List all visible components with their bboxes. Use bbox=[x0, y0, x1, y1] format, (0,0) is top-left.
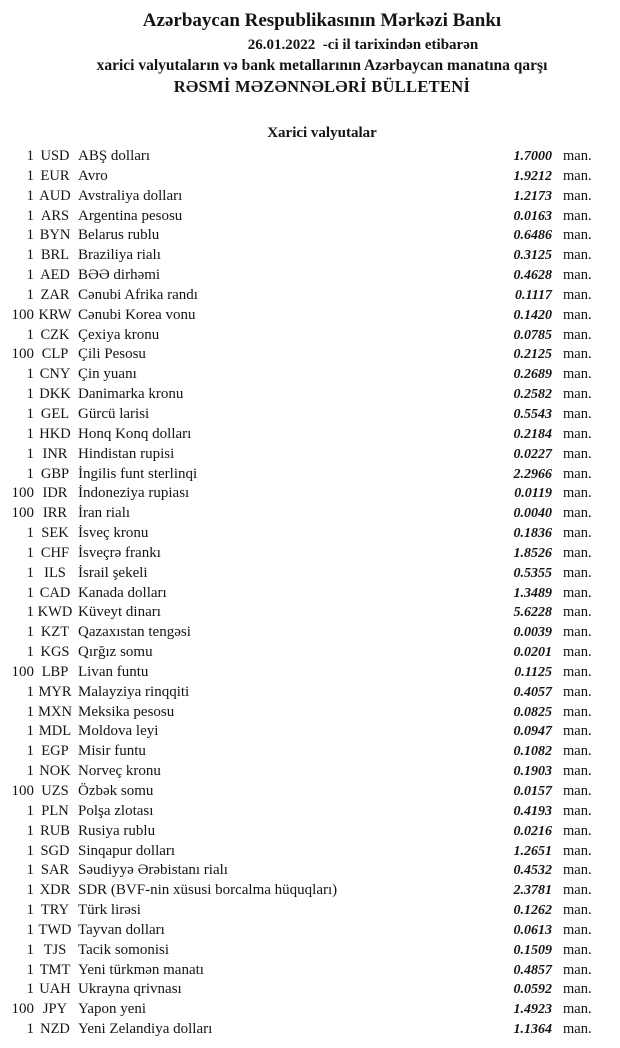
currency-code-cell: HKD bbox=[39, 425, 71, 442]
currency-code-cell: USD bbox=[40, 148, 70, 164]
currency-code-cell: GEL bbox=[40, 405, 70, 422]
unit-label-cell: man. bbox=[563, 445, 592, 462]
currency-code-cell: CNY bbox=[39, 366, 71, 383]
table-row bbox=[0, 683, 620, 703]
rate-value-cell: 0.0163 bbox=[513, 208, 552, 224]
currency-name-cell: Çili Pesosu bbox=[78, 346, 146, 363]
currency-code-cell: AUD bbox=[39, 187, 71, 204]
table-row bbox=[0, 445, 620, 465]
currency-name-cell: Braziliya rialı bbox=[78, 247, 161, 264]
unit-label-cell: man. bbox=[563, 564, 592, 581]
quantity-cell: 1 bbox=[26, 902, 34, 919]
table-row bbox=[0, 603, 620, 623]
rate-value-cell: 0.1420 bbox=[513, 307, 552, 323]
currency-code-cell: UZS bbox=[41, 783, 69, 799]
currency-name-cell: Norveç kronu bbox=[78, 763, 161, 780]
quantity-cell: 100 bbox=[11, 783, 34, 799]
quantity-cell: 100 bbox=[11, 485, 34, 502]
subtitle: xarici valyutaların və bank metallarının Azərbaycan manatına qarşı bbox=[96, 57, 548, 74]
table-row bbox=[0, 306, 620, 326]
unit-label-cell: man. bbox=[563, 644, 592, 661]
table-row bbox=[0, 187, 620, 207]
currency-name-cell: Özbək somu bbox=[78, 783, 154, 799]
unit-label-cell: man. bbox=[563, 346, 592, 363]
table-row bbox=[0, 643, 620, 663]
table-row bbox=[0, 226, 620, 246]
rate-value-cell: 0.4057 bbox=[513, 684, 552, 700]
currency-name-cell: Çexiya kronu bbox=[78, 326, 160, 343]
currency-code-cell: IRR bbox=[42, 505, 68, 522]
quantity-cell: 100 bbox=[11, 1001, 34, 1018]
quantity-cell: 1 bbox=[26, 167, 34, 184]
unit-label-cell: man. bbox=[563, 921, 592, 938]
unit-label-cell: man. bbox=[563, 802, 592, 819]
unit-label-cell: man. bbox=[563, 783, 592, 799]
quantity-cell: 1 bbox=[26, 386, 34, 403]
currency-code-cell: IDR bbox=[42, 485, 68, 502]
currency-code-cell: UAH bbox=[39, 981, 71, 998]
table-row bbox=[0, 326, 620, 346]
rate-value-cell: 0.1509 bbox=[513, 942, 552, 958]
bank-name: Azərbaycan Respublikasının Mərkəzi Bankı bbox=[142, 10, 502, 31]
quantity-cell: 1 bbox=[26, 842, 34, 859]
quantity-cell: 1 bbox=[26, 187, 34, 204]
currency-name-cell: Malayziya rinqqiti bbox=[78, 683, 190, 700]
table-row bbox=[0, 802, 620, 822]
quantity-cell: 1 bbox=[26, 286, 34, 303]
unit-label-cell: man. bbox=[563, 366, 592, 383]
unit-label-cell: man. bbox=[563, 902, 592, 919]
currency-code-cell: TRY bbox=[40, 902, 70, 919]
table-row bbox=[0, 544, 620, 564]
currency-name-cell: ABŞ dolları bbox=[78, 148, 151, 164]
table-row bbox=[0, 762, 620, 782]
quantity-cell: 1 bbox=[26, 743, 34, 760]
currency-name-cell: Kanada dolları bbox=[78, 584, 167, 601]
quantity-cell: 1 bbox=[26, 822, 34, 839]
table-row bbox=[0, 980, 620, 1000]
unit-label-cell: man. bbox=[563, 743, 592, 760]
rate-value-cell: 0.1125 bbox=[514, 664, 552, 680]
unit-label-cell: man. bbox=[563, 604, 592, 621]
currency-code-cell: PLN bbox=[41, 802, 69, 819]
quantity-cell: 100 bbox=[11, 306, 34, 323]
quantity-cell: 1 bbox=[26, 941, 34, 958]
quantity-cell: 1 bbox=[26, 644, 34, 661]
currency-name-cell: Cənubi Afrika randı bbox=[78, 286, 198, 303]
table-row bbox=[0, 1000, 620, 1020]
currency-code-cell: RUB bbox=[40, 822, 70, 839]
currency-name-cell: Tacik somonisi bbox=[78, 941, 170, 958]
rate-value-cell: 0.0227 bbox=[513, 446, 552, 462]
currency-name-cell: Belarus rublu bbox=[78, 227, 160, 244]
quantity-cell: 1 bbox=[26, 207, 34, 224]
rate-value-cell: 0.0039 bbox=[513, 625, 552, 641]
quantity-cell: 1 bbox=[26, 763, 34, 780]
quantity-cell: 1 bbox=[26, 624, 34, 641]
unit-label-cell: man. bbox=[563, 386, 592, 403]
currency-code-cell: CAD bbox=[39, 584, 71, 601]
bulletin-title: RƏSMİ MƏZƏNNƏLƏRİ BÜLLETENİ bbox=[173, 77, 471, 96]
unit-label-cell: man. bbox=[563, 167, 592, 184]
rate-value-cell: 1.3489 bbox=[513, 585, 552, 601]
currency-code-cell: XDR bbox=[39, 882, 71, 899]
quantity-cell: 1 bbox=[26, 465, 34, 482]
currency-code-cell: CHF bbox=[40, 544, 70, 561]
currency-name-cell: BƏƏ dirhəmi bbox=[78, 267, 161, 284]
currency-name-cell: İran rialı bbox=[78, 505, 131, 522]
currency-code-cell: JPY bbox=[42, 1001, 68, 1018]
unit-label-cell: man. bbox=[563, 763, 592, 780]
currency-code-cell: SEK bbox=[41, 525, 69, 542]
rate-value-cell: 0.0592 bbox=[513, 982, 552, 998]
quantity-cell: 1 bbox=[26, 227, 34, 244]
unit-label-cell: man. bbox=[563, 862, 592, 879]
currency-name-cell: Türk lirəsi bbox=[78, 902, 141, 919]
quantity-cell: 1 bbox=[26, 405, 34, 422]
unit-label-cell: man. bbox=[563, 882, 592, 899]
currency-name-cell: Hindistan rupisi bbox=[78, 445, 175, 462]
currency-name-cell: İsveç kronu bbox=[78, 525, 149, 542]
currency-code-cell: ARS bbox=[40, 207, 70, 224]
table-row bbox=[0, 921, 620, 941]
table-row bbox=[0, 524, 620, 544]
rate-value-cell: 2.2966 bbox=[513, 466, 552, 482]
unit-label-cell: man. bbox=[563, 1021, 592, 1038]
currency-code-cell: CZK bbox=[40, 326, 70, 343]
currency-code-cell: MDL bbox=[38, 723, 72, 740]
currency-name-cell: Küveyt dinarı bbox=[78, 604, 161, 621]
rate-value-cell: 0.4857 bbox=[513, 962, 552, 978]
table-row bbox=[0, 504, 620, 524]
unit-label-cell: man. bbox=[563, 842, 592, 859]
table-row bbox=[0, 564, 620, 584]
rate-value-cell: 0.1903 bbox=[513, 764, 552, 780]
currency-code-cell: ZAR bbox=[40, 286, 70, 303]
unit-label-cell: man. bbox=[563, 267, 592, 284]
currency-name-cell: Avro bbox=[78, 167, 108, 184]
quantity-cell: 1 bbox=[26, 525, 34, 542]
unit-label-cell: man. bbox=[563, 1001, 592, 1018]
table-row bbox=[0, 286, 620, 306]
rate-value-cell: 0.2125 bbox=[513, 347, 552, 363]
unit-label-cell: man. bbox=[563, 505, 592, 522]
table-row bbox=[0, 901, 620, 921]
currency-name-cell: İsrail şekeli bbox=[78, 564, 148, 581]
currency-name-cell: İndoneziya rupiası bbox=[78, 485, 190, 502]
currency-code-cell: MYR bbox=[38, 683, 72, 700]
unit-label-cell: man. bbox=[563, 286, 592, 303]
rate-value-cell: 5.6228 bbox=[513, 605, 552, 621]
quantity-cell: 1 bbox=[26, 148, 34, 164]
unit-label-cell: man. bbox=[563, 723, 592, 740]
unit-label-cell: man. bbox=[563, 525, 592, 542]
unit-label-cell: man. bbox=[563, 148, 592, 164]
rate-value-cell: 0.4193 bbox=[513, 803, 552, 819]
quantity-cell: 100 bbox=[11, 505, 34, 522]
quantity-cell: 1 bbox=[26, 247, 34, 264]
quantity-cell: 1 bbox=[26, 802, 34, 819]
currency-code-cell: CLP bbox=[41, 346, 69, 363]
rate-value-cell: 0.0201 bbox=[513, 645, 552, 661]
currency-name-cell: Livan funtu bbox=[78, 663, 149, 680]
quantity-cell: 1 bbox=[26, 425, 34, 442]
currency-code-cell: NZD bbox=[40, 1021, 70, 1038]
currency-code-cell: ILS bbox=[44, 564, 66, 581]
unit-label-cell: man. bbox=[563, 683, 592, 700]
quantity-cell: 1 bbox=[26, 604, 34, 621]
currency-name-cell: Ukrayna qrivnası bbox=[78, 981, 182, 998]
unit-label-cell: man. bbox=[563, 227, 592, 244]
table-row bbox=[0, 842, 620, 862]
unit-label-cell: man. bbox=[563, 207, 592, 224]
currency-code-cell: GBP bbox=[40, 465, 70, 482]
unit-label-cell: man. bbox=[563, 941, 592, 958]
unit-label-cell: man. bbox=[563, 961, 592, 978]
table-row bbox=[0, 584, 620, 604]
quantity-cell: 1 bbox=[26, 862, 34, 879]
quantity-cell: 1 bbox=[26, 326, 34, 343]
unit-label-cell: man. bbox=[563, 326, 592, 343]
rate-value-cell: 2.3781 bbox=[513, 883, 552, 899]
rate-value-cell: 0.4532 bbox=[513, 863, 552, 879]
currency-code-cell: KWD bbox=[37, 604, 73, 621]
currency-code-cell: DKK bbox=[39, 386, 71, 403]
unit-label-cell: man. bbox=[563, 822, 592, 839]
currency-code-cell: KRW bbox=[38, 306, 72, 323]
rate-value-cell: 0.0216 bbox=[513, 823, 552, 839]
table-row bbox=[0, 941, 620, 961]
currency-name-cell: Qırğız somu bbox=[78, 644, 153, 661]
table-row bbox=[0, 722, 620, 742]
table-row bbox=[0, 703, 620, 723]
currency-code-cell: TJS bbox=[43, 941, 67, 958]
table-row bbox=[0, 246, 620, 266]
currency-name-cell: Qazaxıstan tengəsi bbox=[78, 624, 191, 641]
rate-value-cell: 0.6486 bbox=[513, 228, 552, 244]
quantity-cell: 1 bbox=[26, 267, 34, 284]
table-row bbox=[0, 782, 620, 802]
quantity-cell: 1 bbox=[26, 1021, 34, 1038]
document-header bbox=[12, 0, 620, 96]
quantity-cell: 1 bbox=[26, 683, 34, 700]
quantity-cell: 1 bbox=[26, 544, 34, 561]
rate-value-cell: 0.2184 bbox=[513, 426, 552, 442]
rate-value-cell: 0.0157 bbox=[513, 784, 552, 799]
rate-value-cell: 0.4628 bbox=[513, 268, 552, 284]
unit-label-cell: man. bbox=[563, 187, 592, 204]
currency-name-cell: Səudiyyə Ərəbistanı rialı bbox=[78, 862, 228, 879]
table-row bbox=[0, 147, 620, 167]
unit-label-cell: man. bbox=[563, 624, 592, 641]
unit-label-cell: man. bbox=[563, 405, 592, 422]
quantity-cell: 1 bbox=[26, 366, 34, 383]
currency-code-cell: SAR bbox=[40, 862, 70, 879]
currency-code-cell: MXN bbox=[38, 703, 72, 720]
quantity-cell: 1 bbox=[26, 921, 34, 938]
currency-code-cell: KGS bbox=[40, 644, 70, 661]
rate-value-cell: 1.9212 bbox=[513, 168, 552, 184]
quantity-cell: 1 bbox=[26, 723, 34, 740]
rate-value-cell: 0.5543 bbox=[513, 406, 552, 422]
currency-code-cell: INR bbox=[42, 445, 68, 462]
currency-code-cell: BYN bbox=[39, 227, 71, 244]
quantity-cell: 1 bbox=[26, 564, 34, 581]
currency-code-cell: TWD bbox=[38, 921, 72, 938]
currency-name-cell: Sinqapur dolları bbox=[78, 842, 176, 859]
rate-value-cell: 0.0119 bbox=[514, 486, 552, 502]
currency-code-cell: TMT bbox=[39, 961, 71, 978]
table-row bbox=[0, 365, 620, 385]
currency-name-cell: Avstraliya dolları bbox=[78, 187, 183, 204]
quantity-cell: 100 bbox=[11, 663, 34, 680]
table-row bbox=[0, 742, 620, 762]
unit-label-cell: man. bbox=[563, 703, 592, 720]
currency-name-cell: Argentina pesosu bbox=[78, 207, 183, 224]
rate-value-cell: 0.1117 bbox=[515, 287, 552, 303]
table-row bbox=[0, 207, 620, 227]
table-row bbox=[0, 822, 620, 842]
currency-code-cell: LBP bbox=[41, 663, 69, 680]
currency-name-cell: Gürcü larisi bbox=[78, 405, 150, 422]
unit-label-cell: man. bbox=[563, 981, 592, 998]
unit-label-cell: man. bbox=[563, 306, 592, 323]
currency-code-cell: EUR bbox=[40, 167, 70, 184]
rate-value-cell: 1.7000 bbox=[513, 149, 552, 164]
table-row bbox=[0, 266, 620, 286]
section-title: Xarici valyutalar bbox=[267, 125, 377, 141]
currency-name-cell: Çin yuanı bbox=[78, 366, 137, 383]
rate-value-cell: 1.2651 bbox=[513, 843, 552, 859]
table-row bbox=[0, 465, 620, 485]
unit-label-cell: man. bbox=[563, 485, 592, 502]
table-row bbox=[0, 405, 620, 425]
quantity-cell: 1 bbox=[26, 961, 34, 978]
rate-value-cell: 0.0825 bbox=[513, 704, 552, 720]
table-row bbox=[0, 861, 620, 881]
currency-name-cell: Yeni türkmən manatı bbox=[78, 961, 204, 978]
rate-value-cell: 0.5355 bbox=[513, 565, 552, 581]
unit-label-cell: man. bbox=[563, 465, 592, 482]
table-row bbox=[0, 425, 620, 445]
rate-value-cell: 0.3125 bbox=[513, 248, 552, 264]
quantity-cell: 1 bbox=[26, 981, 34, 998]
rate-value-cell: 0.1836 bbox=[513, 526, 552, 542]
rate-value-cell: 0.0040 bbox=[513, 506, 552, 522]
table-row bbox=[0, 484, 620, 504]
table-row bbox=[0, 961, 620, 981]
rate-value-cell: 0.0613 bbox=[513, 922, 552, 938]
currency-name-cell: Moldova leyi bbox=[78, 723, 159, 740]
unit-label-cell: man. bbox=[563, 425, 592, 442]
currency-name-cell: Tayvan dolları bbox=[78, 921, 165, 938]
table-row bbox=[0, 385, 620, 405]
currency-code-cell: KZT bbox=[40, 624, 70, 641]
rate-value-cell: 0.1082 bbox=[513, 744, 552, 760]
quantity-cell: 100 bbox=[11, 346, 34, 363]
currency-code-cell: SGD bbox=[40, 842, 70, 859]
currency-name-cell: Yeni Zelandiya dolları bbox=[78, 1021, 213, 1038]
rate-value-cell: 1.8526 bbox=[513, 545, 552, 561]
currency-code-cell: NOK bbox=[39, 763, 71, 780]
unit-label-cell: man. bbox=[563, 584, 592, 601]
unit-label-cell: man. bbox=[563, 247, 592, 264]
currency-name-cell: İngilis funt sterlinqi bbox=[78, 465, 198, 482]
unit-label-cell: man. bbox=[563, 544, 592, 561]
effective-date-line: 26.01.2022 -ci il tarixindən etibarən bbox=[247, 37, 479, 53]
rate-value-cell: 1.1364 bbox=[513, 1022, 552, 1038]
rates-table bbox=[0, 147, 620, 1040]
currency-name-cell: Cənubi Korea vonu bbox=[78, 306, 196, 323]
currency-name-cell: Honq Konq dolları bbox=[78, 425, 192, 442]
currency-name-cell: Polşa zlotası bbox=[78, 802, 154, 819]
currency-name-cell: Meksika pesosu bbox=[78, 703, 175, 720]
table-row bbox=[0, 623, 620, 643]
currency-name-cell: Yapon yeni bbox=[78, 1001, 147, 1018]
unit-label-cell: man. bbox=[563, 663, 592, 680]
currency-name-cell: SDR (BVF-nin xüsusi borcalma hüquqları) bbox=[78, 882, 338, 899]
rate-value-cell: 0.1262 bbox=[513, 903, 552, 919]
quantity-cell: 1 bbox=[26, 882, 34, 899]
currency-code-cell: EGP bbox=[41, 743, 69, 760]
currency-name-cell: Danimarka kronu bbox=[78, 386, 184, 403]
currency-name-cell: Rusiya rublu bbox=[78, 822, 156, 839]
table-row bbox=[0, 345, 620, 365]
rate-value-cell: 0.0947 bbox=[513, 724, 552, 740]
quantity-cell: 1 bbox=[26, 584, 34, 601]
table-row bbox=[0, 663, 620, 683]
quantity-cell: 1 bbox=[26, 445, 34, 462]
rate-value-cell: 0.2582 bbox=[513, 387, 552, 403]
table-row bbox=[0, 881, 620, 901]
currency-code-cell: AED bbox=[40, 267, 70, 284]
currency-code-cell: BRL bbox=[40, 247, 70, 264]
currency-name-cell: Misir funtu bbox=[78, 743, 146, 760]
rate-value-cell: 1.2173 bbox=[513, 188, 552, 204]
table-row bbox=[0, 167, 620, 187]
rate-value-cell: 0.0785 bbox=[513, 327, 552, 343]
rate-value-cell: 1.4923 bbox=[513, 1002, 552, 1018]
rate-value-cell: 0.2689 bbox=[513, 367, 552, 383]
table-row bbox=[0, 1020, 620, 1040]
currency-name-cell: İsveçrə frankı bbox=[78, 544, 161, 561]
quantity-cell: 1 bbox=[26, 703, 34, 720]
